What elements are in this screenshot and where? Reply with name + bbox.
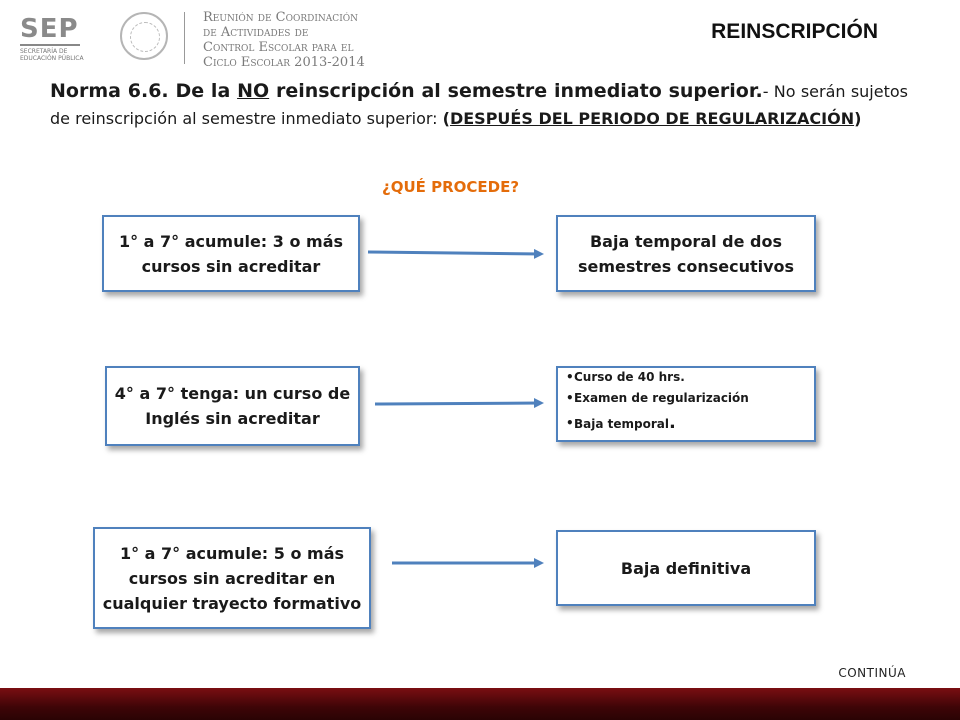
arrow-right-icon bbox=[368, 252, 541, 254]
sep-subtitle-line-2: EDUCACIÓN PÚBLICA bbox=[20, 55, 84, 62]
sep-logo-rule bbox=[20, 44, 80, 46]
norma-underlined: NO bbox=[237, 80, 270, 102]
mexico-seal-icon bbox=[120, 12, 168, 60]
result-box-2 bbox=[556, 366, 816, 442]
header-logos bbox=[18, 10, 378, 68]
bottom-bar bbox=[0, 688, 960, 720]
norma-cond-close: ) bbox=[854, 109, 862, 128]
norma-title-rest: reinscripción al semestre inmediato superior. bbox=[269, 80, 763, 102]
result-item-2: • Examen de regularización bbox=[566, 386, 810, 410]
slide-title: REINSCRIPCIÓN bbox=[711, 20, 878, 43]
norma-body: - No serán sujetos de reinscripción al semestre inmediato superior: bbox=[50, 82, 908, 128]
seal-inner-ring bbox=[130, 22, 160, 52]
norma-paragraph bbox=[50, 78, 908, 132]
sep-logo bbox=[18, 12, 118, 64]
result-box-1 bbox=[556, 215, 816, 292]
norma-condition: DESPUÉS DEL PERIODO DE REGULARIZACIÓN bbox=[449, 109, 855, 128]
result-item-1: • Curso de 40 hrs. bbox=[566, 368, 810, 386]
meeting-line-2: de Actividades de bbox=[203, 25, 309, 40]
meeting-line-4: Ciclo Escolar 2013-2014 bbox=[203, 55, 365, 70]
sep-logo-subtitle bbox=[20, 48, 84, 62]
sep-logo-text: SEP bbox=[20, 14, 79, 44]
result-list-2 bbox=[562, 368, 810, 437]
question-heading: ¿QUÉ PROCEDE? bbox=[382, 178, 520, 196]
condition-text-3: 1° a 7° acumule: 5 o más cursos sin acreditar en cualquier trayecto formativo bbox=[102, 543, 362, 613]
header-divider bbox=[184, 12, 185, 64]
sep-subtitle-line-1: SECRETARÍA DE bbox=[20, 48, 68, 55]
result-item-3 bbox=[566, 410, 810, 437]
result-box-3 bbox=[556, 530, 816, 606]
condition-text-2: 4° a 7° tenga: un curso de Inglés sin acreditar bbox=[114, 384, 351, 428]
result-text-3: Baja definitiva bbox=[620, 558, 752, 578]
meeting-title bbox=[203, 10, 365, 70]
meeting-line-1: Reunión de Coordinación bbox=[203, 10, 358, 25]
condition-text-1: 1° a 7° acumule: 3 o más cursos sin acreditar bbox=[118, 231, 344, 276]
norma-prefix: Norma 6.6. De la bbox=[50, 80, 238, 102]
result-text-1: Baja temporal de dos semestres consecutivos bbox=[577, 231, 795, 276]
condition-box-2 bbox=[105, 366, 360, 446]
result-item-3-period: . bbox=[668, 412, 676, 433]
arrow-right-icon bbox=[375, 403, 541, 404]
norma-cond-open: ( bbox=[442, 109, 450, 128]
condition-box-3 bbox=[93, 527, 371, 629]
condition-box-1 bbox=[102, 215, 360, 292]
meeting-line-3: Control Escolar para el bbox=[203, 40, 354, 55]
continue-label: CONTINÚA bbox=[838, 666, 906, 680]
result-item-3-text: Baja temporal bbox=[574, 417, 669, 431]
